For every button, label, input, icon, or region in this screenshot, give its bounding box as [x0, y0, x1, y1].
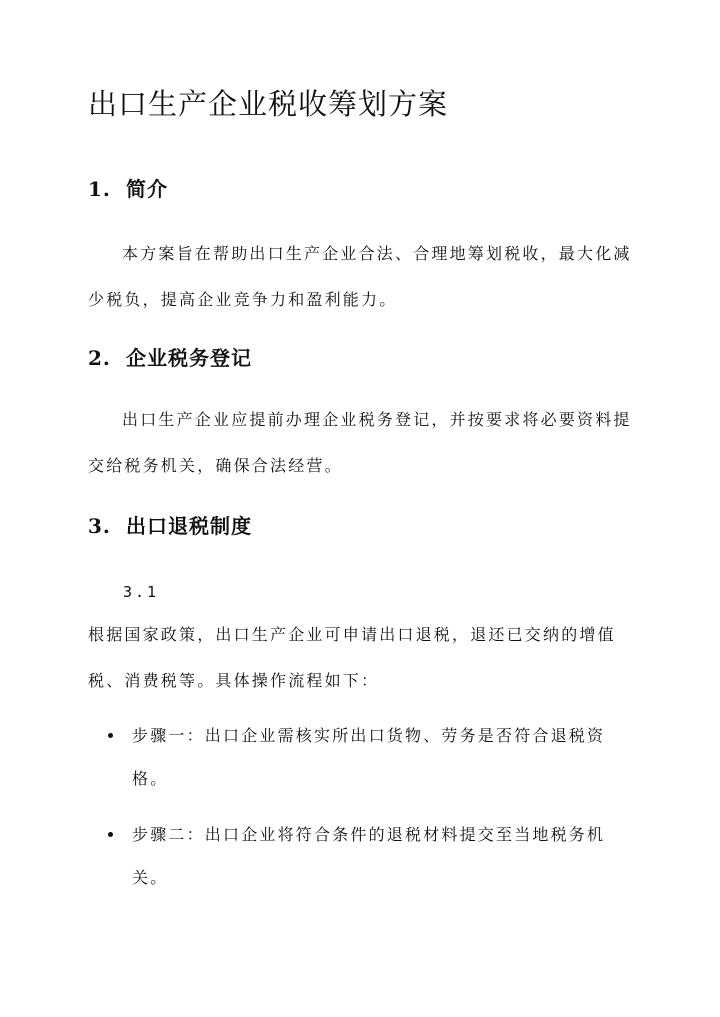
section-paragraph-2: 出口生产企业应提前办理企业税务登记，并按要求将必要资料提交给税务机关，确保合法经营。: [88, 410, 632, 475]
list-item-text: 步骤二：出口企业将符合条件的退税材料提交至当地税务机关。: [132, 825, 606, 887]
section-paragraph-1: 本方案旨在帮助出口生产企业合法、合理地筹划税收，最大化减少税负，提高企业竞争力和盈利能力。: [88, 244, 632, 309]
section-heading-1: [88, 174, 168, 204]
section-paragraph-3: 根据国家政策，出口生产企业可申请出口退税，退还已交纳的增值税、消费税等。具体操作流程如下：: [88, 625, 616, 690]
section-number: 2.: [88, 346, 111, 370]
document-title: 出口生产企业税收筹划方案: [88, 87, 449, 121]
section-heading-2: [88, 343, 252, 373]
section-title: 企业税务登记: [126, 346, 252, 370]
bullet-dot-icon: [108, 733, 113, 738]
section-number: 3.: [88, 514, 111, 538]
list-item: [108, 813, 628, 899]
section-title: 出口退税制度: [126, 514, 252, 538]
section-number: 1.: [88, 177, 111, 201]
list-item: [108, 714, 628, 800]
list-item-text: 步骤一：出口企业需核实所出口货物、劳务是否符合退税资格。: [132, 726, 606, 788]
section-title: 简介: [126, 177, 168, 201]
bullet-dot-icon: [108, 832, 113, 837]
subsection-number: 3.1: [123, 583, 160, 601]
section-heading-3: [88, 511, 252, 541]
